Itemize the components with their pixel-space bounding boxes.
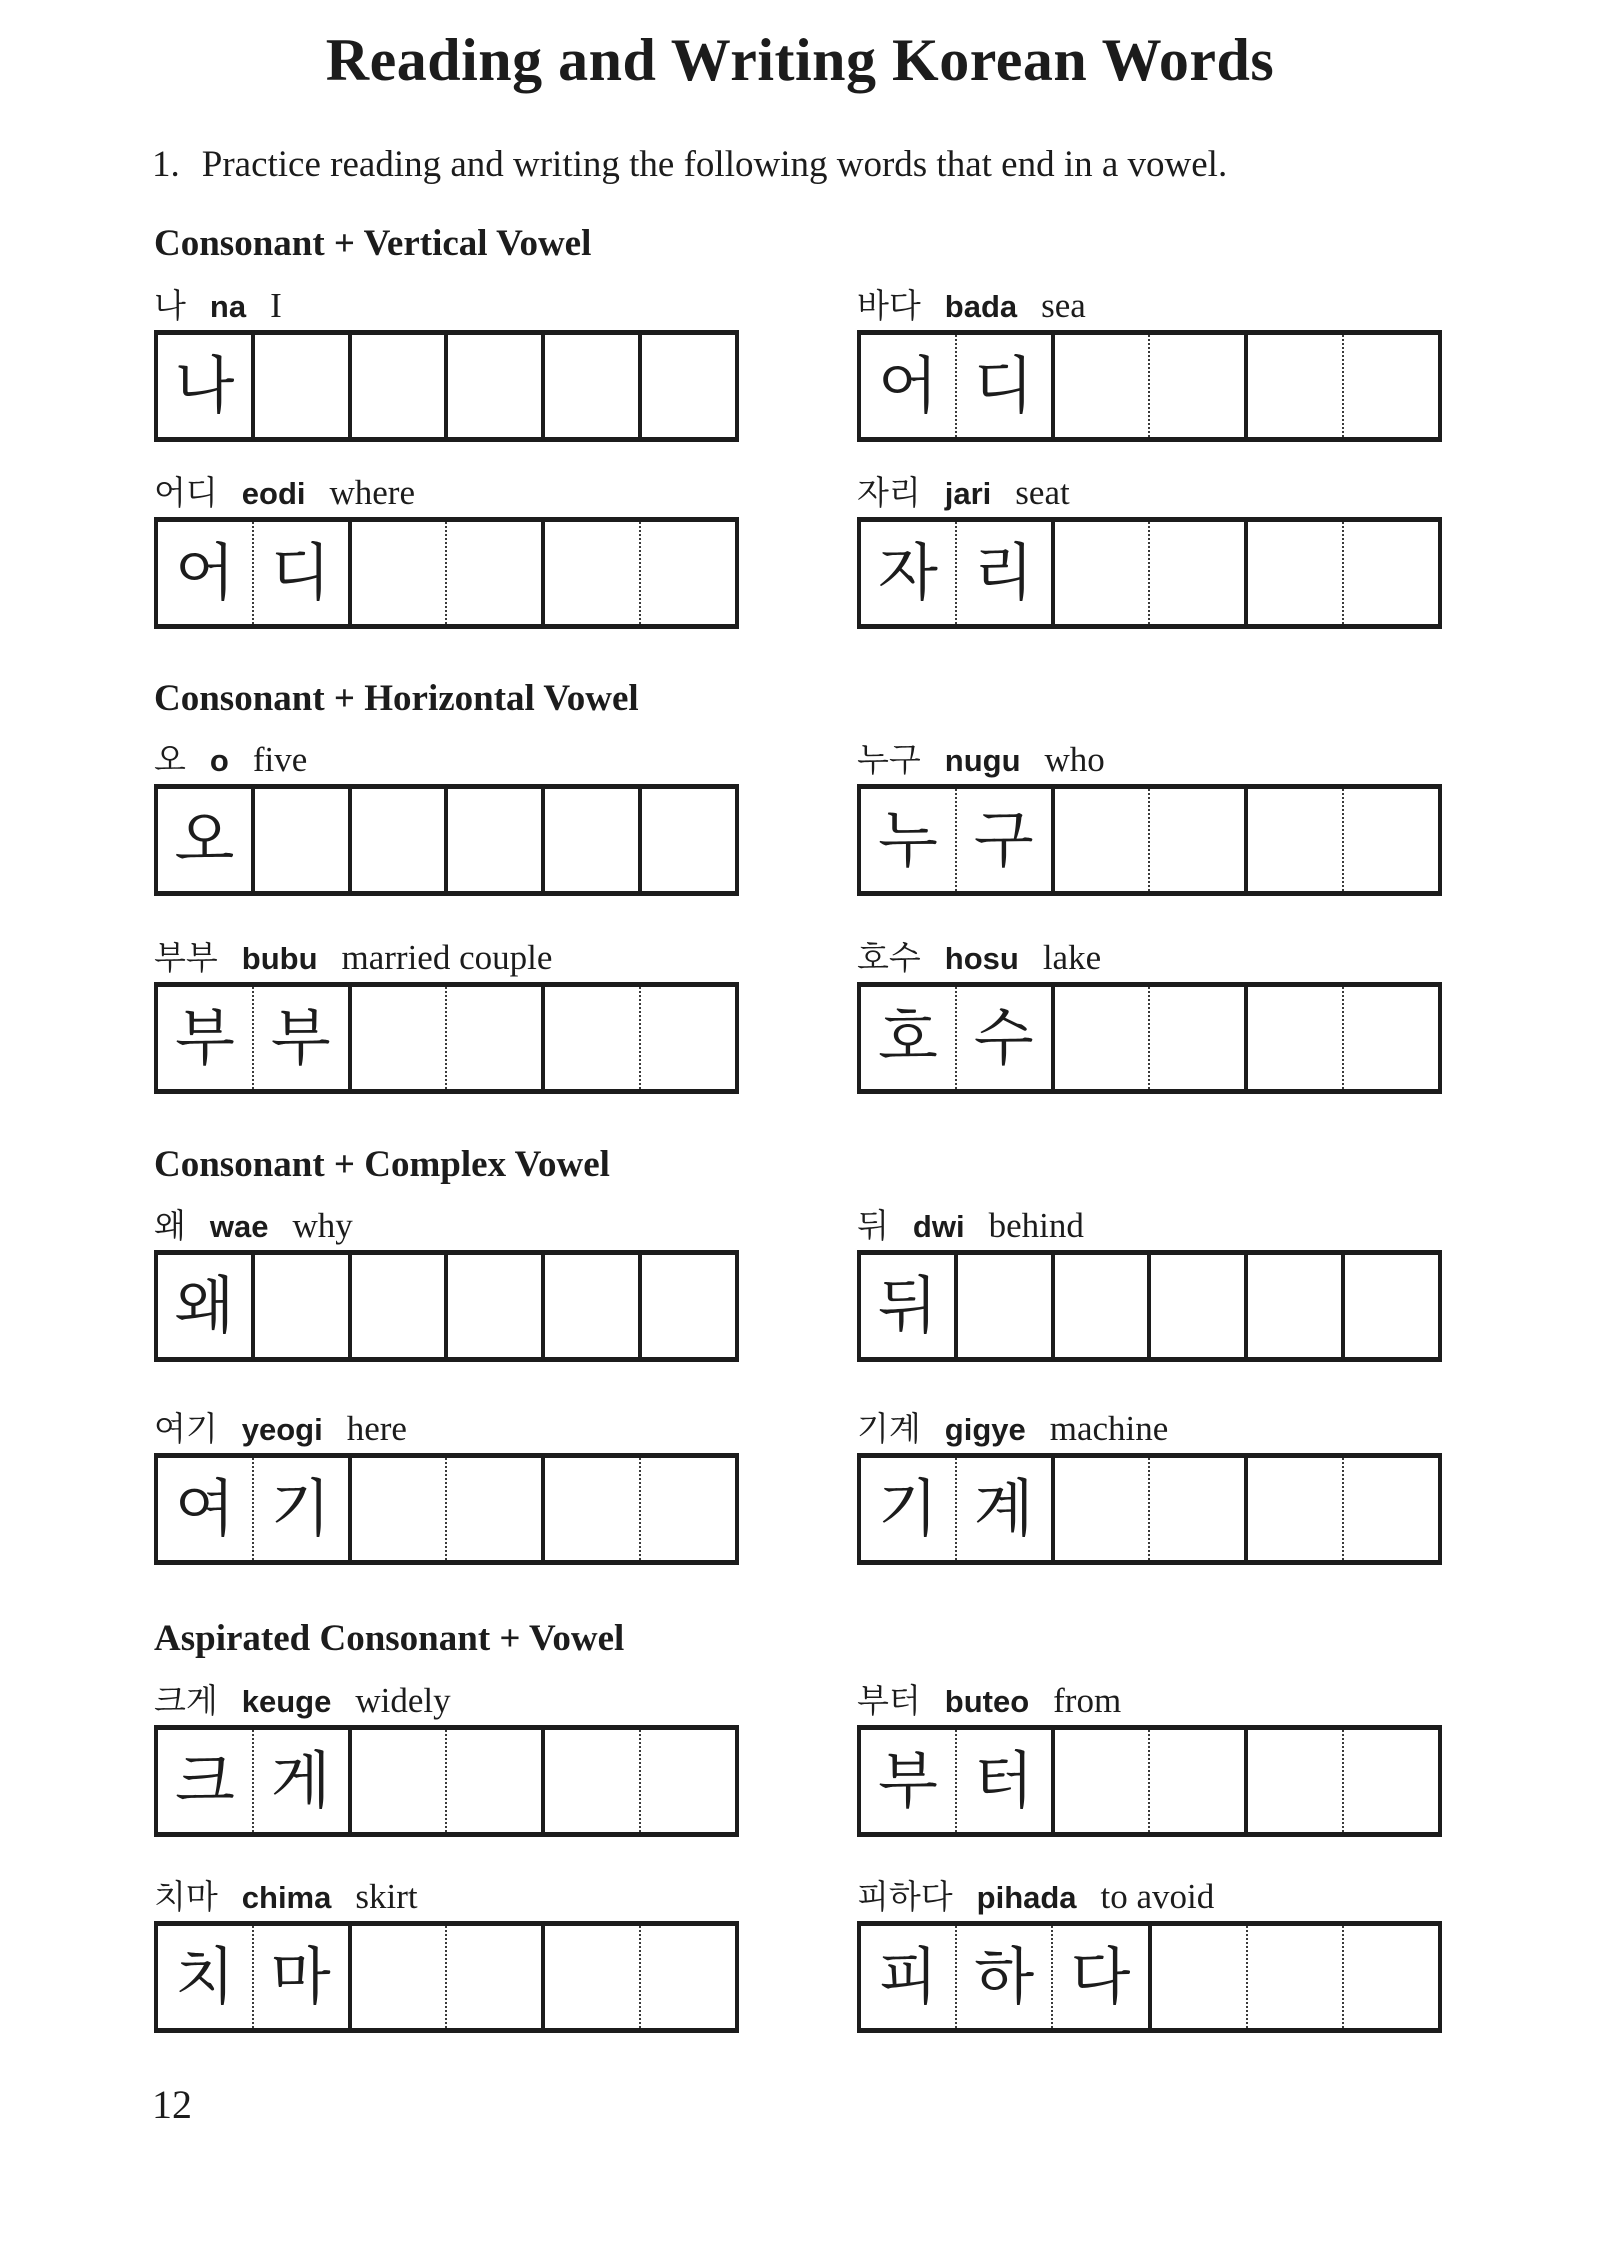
word-label: [857, 1204, 1442, 1248]
word-korean: 크게: [154, 1683, 218, 1720]
grid-cell: [1148, 335, 1244, 437]
grid-cell-glyph: 부: [877, 1747, 938, 1816]
practice-grid: [154, 1250, 739, 1362]
word-gloss: skirt: [355, 1876, 418, 1916]
word-unit: [154, 1875, 739, 2033]
grid-cell: [541, 335, 638, 437]
word-label: [154, 738, 739, 782]
word-gloss: why: [292, 1206, 353, 1246]
word-gloss: sea: [1041, 285, 1086, 325]
word-gloss: five: [252, 740, 308, 780]
grid-cell: [1051, 522, 1149, 624]
word-korean: 여기: [154, 1412, 218, 1449]
word-korean: 누구: [857, 743, 921, 780]
grid-cell: [1244, 987, 1342, 1089]
grid-cell-glyph: 리: [973, 539, 1034, 608]
grid-cell: [861, 1730, 955, 1832]
grid-cell: [348, 1458, 446, 1560]
section-2: [154, 677, 1600, 1094]
grid-cell: [639, 1458, 735, 1560]
grid-cell: [1051, 1730, 1149, 1832]
word-unit: [857, 284, 1442, 442]
grid-cell: [252, 1730, 348, 1832]
word-gloss: behind: [988, 1206, 1084, 1246]
practice-grid: [154, 330, 739, 442]
grid-cell: [861, 1255, 954, 1357]
grid-cell: [1148, 522, 1244, 624]
grid-cell: [444, 789, 541, 891]
grid-cell-glyph: 다: [1070, 1943, 1131, 2012]
section-heading: Aspirated Consonant + Vowel: [154, 1618, 625, 1660]
grid-cell: [1342, 789, 1438, 891]
grid-cell: [541, 1926, 639, 2028]
word-row: [154, 284, 1600, 442]
word-korean: 치마: [154, 1879, 218, 1916]
grid-cell-glyph: 디: [270, 539, 331, 608]
grid-cell: [1246, 1926, 1342, 2028]
word-unit: [857, 1679, 1442, 1837]
grid-cell: [639, 522, 735, 624]
word-gloss: seat: [1015, 472, 1070, 512]
word-korean: 호수: [857, 941, 921, 978]
grid-cell: [1244, 1458, 1342, 1560]
grid-cell-glyph: 계: [973, 1476, 1034, 1545]
grid-cell: [251, 789, 348, 891]
grid-cell: [1341, 1255, 1438, 1357]
grid-cell: [1148, 1458, 1244, 1560]
grid-cell: [955, 1458, 1051, 1560]
word-romanization: o: [209, 743, 229, 779]
word-korean: 자리: [857, 475, 921, 512]
section-3: [154, 1143, 1600, 1565]
grid-cell: [955, 789, 1051, 891]
practice-grid: [857, 330, 1442, 442]
grid-cell-glyph: 크: [174, 1747, 235, 1816]
practice-grid: [154, 1921, 739, 2033]
word-romanization: hosu: [944, 941, 1019, 977]
grid-cell: [444, 1255, 541, 1357]
grid-cell-glyph: 피: [878, 1943, 939, 2012]
grid-cell: [445, 522, 541, 624]
grid-cell: [1051, 1255, 1148, 1357]
word-label: [154, 936, 739, 980]
word-romanization: chima: [241, 1879, 332, 1915]
word-korean: 오: [154, 743, 186, 780]
grid-cell-glyph: 기: [270, 1476, 331, 1545]
grid-cell-glyph: 누: [877, 807, 938, 876]
grid-cell: [252, 987, 348, 1089]
word-row: [154, 1407, 1600, 1565]
grid-cell: [861, 522, 955, 624]
word-unit: [857, 936, 1442, 1094]
grid-cell: [638, 1255, 735, 1357]
grid-cell: [639, 987, 735, 1089]
word-unit: [154, 1679, 739, 1837]
grid-cell: [1148, 789, 1244, 891]
grid-cell: [1342, 1730, 1438, 1832]
word-unit: [857, 1407, 1442, 1565]
grid-cell: [1148, 1926, 1246, 2028]
grid-cell: [252, 1458, 348, 1560]
word-gloss: here: [346, 1409, 407, 1449]
grid-cell: [955, 335, 1051, 437]
word-gloss: machine: [1049, 1409, 1169, 1449]
word-romanization: pihada: [976, 1879, 1077, 1915]
word-romanization: dwi: [912, 1209, 965, 1245]
grid-cell-glyph: 하: [974, 1943, 1035, 2012]
word-unit: [857, 1875, 1442, 2033]
word-row: [154, 1875, 1600, 2033]
grid-cell: [861, 335, 955, 437]
word-romanization: bubu: [241, 941, 318, 977]
grid-cell: [1342, 1458, 1438, 1560]
word-gloss: lake: [1042, 938, 1102, 978]
section-heading: Consonant + Complex Vowel: [154, 1144, 610, 1186]
grid-cell: [1244, 522, 1342, 624]
grid-cell: [861, 1458, 955, 1560]
word-unit: [154, 1407, 739, 1565]
grid-cell-glyph: 나: [174, 352, 235, 421]
grid-cell: [1342, 522, 1438, 624]
word-unit: [154, 936, 739, 1094]
grid-cell-glyph: 치: [174, 1943, 235, 2012]
grid-cell: [639, 1926, 735, 2028]
word-row: [154, 738, 1600, 896]
word-korean: 나: [154, 288, 186, 325]
word-row: [154, 936, 1600, 1094]
grid-cell: [955, 522, 1051, 624]
word-label: [154, 1875, 739, 1919]
grid-cell-glyph: 어: [877, 352, 938, 421]
word-unit: [154, 284, 739, 442]
grid-cell: [1342, 1926, 1438, 2028]
grid-cell: [444, 335, 541, 437]
word-romanization: yeogi: [241, 1412, 323, 1448]
grid-cell: [541, 1255, 638, 1357]
practice-grid: [857, 517, 1442, 629]
grid-cell-glyph: 여: [174, 1476, 235, 1545]
grid-cell: [445, 987, 541, 1089]
word-unit: [857, 738, 1442, 896]
exercise-instruction-text: Practice reading and writing the following words that end in a vowel.: [201, 144, 1228, 185]
grid-cell: [1051, 335, 1149, 437]
word-gloss: married couple: [341, 938, 553, 978]
grid-cell: [158, 789, 251, 891]
grid-cell: [348, 1255, 445, 1357]
word-row: [154, 1679, 1600, 1837]
grid-cell: [541, 522, 639, 624]
word-label: [857, 1407, 1442, 1451]
word-row: [154, 471, 1600, 629]
grid-cell: [158, 987, 252, 1089]
grid-cell: [541, 1458, 639, 1560]
grid-cell: [861, 987, 955, 1089]
word-korean: 어디: [154, 475, 218, 512]
grid-cell-glyph: 부: [174, 1005, 235, 1074]
word-romanization: gigye: [944, 1412, 1026, 1448]
grid-cell-glyph: 게: [270, 1747, 331, 1816]
grid-cell-glyph: 부: [270, 1005, 331, 1074]
grid-cell: [445, 1730, 541, 1832]
section-heading: Consonant + Horizontal Vowel: [154, 677, 639, 719]
grid-cell: [252, 522, 348, 624]
grid-cell: [1244, 1255, 1341, 1357]
grid-cell: [955, 987, 1051, 1089]
grid-cell: [158, 1926, 252, 2028]
word-romanization: buteo: [944, 1683, 1030, 1719]
word-row: [154, 1204, 1600, 1362]
word-label: [857, 936, 1442, 980]
word-gloss: from: [1053, 1680, 1122, 1720]
word-gloss: I: [270, 285, 282, 325]
grid-cell-glyph: 왜: [174, 1273, 235, 1342]
grid-cell-glyph: 기: [877, 1476, 938, 1545]
word-unit: [154, 471, 739, 629]
practice-grid: [857, 1725, 1442, 1837]
grid-cell: [1051, 987, 1149, 1089]
grid-cell: [638, 789, 735, 891]
grid-cell: [348, 335, 445, 437]
grid-cell-glyph: 구: [973, 807, 1034, 876]
word-label: [857, 284, 1442, 328]
grid-cell: [1051, 1926, 1147, 2028]
grid-cell: [1148, 987, 1244, 1089]
grid-cell: [348, 1730, 446, 1832]
practice-grid: [154, 517, 739, 629]
word-korean: 부부: [154, 941, 218, 978]
grid-cell: [861, 1926, 955, 2028]
word-gloss: who: [1044, 740, 1105, 780]
exercise-instruction: [152, 142, 1600, 188]
grid-cell: [1148, 1730, 1244, 1832]
grid-cell: [1244, 335, 1342, 437]
word-korean: 바다: [857, 288, 921, 325]
grid-cell: [158, 1730, 252, 1832]
grid-cell: [158, 1458, 252, 1560]
word-korean: 부터: [857, 1683, 921, 1720]
grid-cell: [1147, 1255, 1244, 1357]
word-label: [857, 1679, 1442, 1723]
grid-cell: [158, 1255, 251, 1357]
grid-cell: [861, 789, 955, 891]
word-romanization: keuge: [241, 1683, 332, 1719]
grid-cell: [639, 1730, 735, 1832]
section-heading: Consonant + Vertical Vowel: [154, 223, 592, 265]
sections-container: [0, 222, 1600, 2033]
word-label: [154, 1679, 739, 1723]
word-label: [857, 738, 1442, 782]
grid-cell: [252, 1926, 348, 2028]
grid-cell: [348, 522, 446, 624]
word-gloss: to avoid: [1100, 1876, 1215, 1916]
grid-cell: [1051, 789, 1149, 891]
grid-cell: [251, 335, 348, 437]
practice-grid: [857, 1250, 1442, 1362]
grid-cell: [1244, 1730, 1342, 1832]
page-title: Reading and Writing Korean Words: [325, 27, 1275, 93]
word-romanization: bada: [944, 288, 1018, 324]
practice-grid: [857, 1921, 1442, 2033]
grid-cell-glyph: 호: [877, 1005, 938, 1074]
word-korean: 뒤: [857, 1209, 889, 1246]
grid-cell: [541, 1730, 639, 1832]
grid-cell: [251, 1255, 348, 1357]
grid-cell-glyph: 오: [174, 807, 235, 876]
grid-cell: [1342, 987, 1438, 1089]
word-romanization: eodi: [241, 475, 306, 511]
word-korean: 피하다: [857, 1879, 953, 1916]
exercise-number: 1.: [152, 144, 180, 185]
practice-grid: [154, 1725, 739, 1837]
word-korean: 왜: [154, 1209, 186, 1246]
practice-grid: [857, 1453, 1442, 1565]
word-label: [154, 1407, 739, 1451]
practice-grid: [857, 784, 1442, 896]
section-4: [154, 1617, 1600, 2032]
grid-cell: [158, 335, 251, 437]
grid-cell: [348, 789, 445, 891]
grid-cell: [954, 1255, 1051, 1357]
word-unit: [857, 1204, 1442, 1362]
grid-cell: [348, 987, 446, 1089]
section-1: [154, 222, 1600, 628]
practice-grid: [154, 982, 739, 1094]
practice-grid: [154, 1453, 739, 1565]
word-label: [857, 471, 1442, 515]
grid-cell: [445, 1458, 541, 1560]
word-romanization: nugu: [944, 743, 1021, 779]
grid-cell: [1342, 335, 1438, 437]
practice-grid: [857, 982, 1442, 1094]
word-romanization: wae: [209, 1209, 269, 1245]
grid-cell-glyph: 터: [973, 1747, 1034, 1816]
word-unit: [154, 738, 739, 896]
grid-cell: [541, 789, 638, 891]
practice-grid: [154, 784, 739, 896]
grid-cell-glyph: 수: [973, 1005, 1034, 1074]
grid-cell: [541, 987, 639, 1089]
word-label: [154, 1204, 739, 1248]
word-unit: [857, 471, 1442, 629]
grid-cell: [955, 1730, 1051, 1832]
grid-cell-glyph: 뒤: [877, 1273, 938, 1342]
word-romanization: na: [209, 288, 247, 324]
grid-cell: [348, 1926, 446, 2028]
grid-cell-glyph: 디: [973, 352, 1034, 421]
page-number: 12: [152, 2081, 192, 2127]
word-label: [154, 284, 739, 328]
grid-cell: [1051, 1458, 1149, 1560]
grid-cell: [955, 1926, 1051, 2028]
word-unit: [154, 1204, 739, 1362]
word-label: [857, 1875, 1442, 1919]
grid-cell: [158, 522, 252, 624]
word-korean: 기계: [857, 1412, 921, 1449]
grid-cell-glyph: 자: [877, 539, 938, 608]
grid-cell: [638, 335, 735, 437]
word-gloss: where: [329, 472, 416, 512]
word-gloss: widely: [355, 1680, 451, 1720]
grid-cell: [1244, 789, 1342, 891]
word-label: [154, 471, 739, 515]
grid-cell-glyph: 어: [174, 539, 235, 608]
grid-cell: [445, 1926, 541, 2028]
grid-cell-glyph: 마: [270, 1943, 331, 2012]
word-romanization: jari: [944, 475, 992, 511]
